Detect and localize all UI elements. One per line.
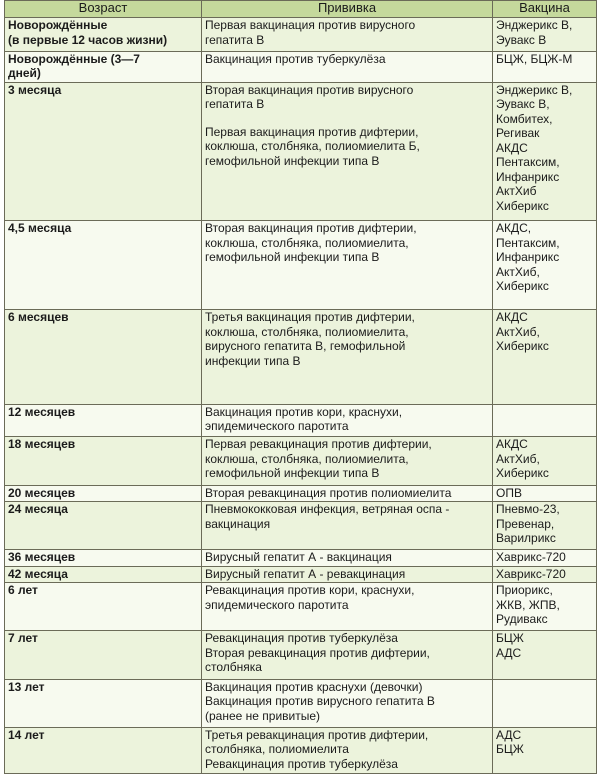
header-vaccine: Вакцина (493, 1, 597, 18)
cell-line: Вакцинация против краснухи (девочки) (205, 679, 423, 694)
cell-line: Превенар, (496, 516, 555, 531)
cell-line: 36 месяцев (8, 550, 76, 565)
cell-line: Вирусный гепатит А - ревакцинация (205, 566, 406, 581)
vaccination-cell (202, 566, 493, 582)
cell-line: Хаврикс-720 (496, 550, 566, 565)
cell-line: Приорикс, (496, 583, 553, 598)
cell-line: Вторая вакцинация против вирусного (205, 82, 414, 97)
cell-line: Первая вакцинация против дифтерии, (205, 124, 419, 139)
vaccination-cell (202, 679, 493, 727)
cell-line: гемофильной инфекции типа В (205, 250, 380, 265)
cell-line: Эувакс В, (496, 97, 550, 112)
table-row (5, 437, 597, 485)
cell-line: Вторая ревакцинация против полиомиелита (205, 485, 452, 500)
cell-line: Третья вакцинация против дифтерии, (205, 310, 415, 325)
cell-line: БЦЖ (496, 742, 524, 757)
cell-line: АктХиб, (496, 264, 540, 279)
vaccination-cell (202, 583, 493, 631)
table-row (5, 679, 597, 727)
header-vaccination: Прививка (202, 1, 493, 18)
cell-line: АктХиб (496, 184, 537, 199)
vaccine-cell (493, 221, 597, 310)
vaccination-cell (202, 51, 493, 82)
vaccine-cell (493, 566, 597, 582)
vaccine-cell (493, 310, 597, 404)
cell-line: (в первые 12 часов жизни) (8, 32, 168, 47)
cell-line: Эувакс В (496, 32, 547, 47)
cell-line: БЦЖ (496, 631, 524, 646)
cell-line: столбняка, полиомиелита (205, 742, 349, 757)
age-cell (5, 502, 202, 550)
cell-line: Хиберикс (496, 339, 549, 354)
vaccine-cell (493, 82, 597, 220)
cell-line: Первая вакцинация против вирусного (205, 18, 416, 32)
age-cell (5, 82, 202, 220)
cell-line: Вторая вакцинация против дифтерии, (205, 221, 417, 236)
age-cell (5, 310, 202, 404)
table-row (5, 631, 597, 679)
cell-line: ОПВ (496, 485, 522, 500)
vaccination-cell (202, 221, 493, 310)
cell-line: коклюша, столбняка, полиомиелита, (205, 451, 409, 466)
cell-line: Ревакцинация против туберкулёза (205, 631, 398, 646)
cell-line: 3 месяца (8, 82, 62, 97)
cell-line: АктХиб, (496, 324, 540, 339)
cell-line: эпидемического паротита (205, 597, 349, 612)
header-age: Возраст (5, 1, 202, 18)
cell-line: АКДС (496, 437, 528, 452)
table-row (5, 18, 597, 52)
vaccination-cell (202, 550, 493, 566)
vaccine-cell (493, 404, 597, 437)
cell-line: Хиберикс (496, 466, 549, 481)
cell-line: Пентаксим, (496, 155, 560, 170)
cell-line: 24 месяца (8, 502, 68, 517)
cell-line: АКДС (496, 310, 528, 325)
vaccine-cell (493, 583, 597, 631)
vaccination-schedule-table (4, 0, 597, 774)
cell-line: Инфанрикс (496, 169, 560, 184)
cell-line: Рудивакс (496, 612, 548, 627)
cell-line: Энджерикс В, (496, 18, 573, 32)
cell-line: (ранее не привитые) (205, 708, 321, 723)
age-cell (5, 51, 202, 82)
cell-line: Вакцинация против туберкулёза (205, 51, 386, 66)
cell-line: БЦЖ, БЦЖ-М (496, 51, 573, 66)
cell-line: Пневмококковая инфекция, ветряная оспа - (205, 502, 450, 517)
cell-line: 42 месяца (8, 566, 68, 581)
age-cell (5, 583, 202, 631)
cell-line: Новорождённые (3—7 (8, 51, 140, 66)
cell-line: Инфанрикс (496, 250, 560, 265)
vaccination-cell (202, 82, 493, 220)
cell-line: 6 месяцев (8, 310, 69, 325)
cell-line: эпидемического паротита (205, 419, 349, 434)
cell-line: Пневмо-23, (496, 502, 560, 517)
cell-line: 13 лет (8, 679, 45, 694)
cell-line: АКДС, (496, 221, 532, 236)
vaccination-cell (202, 631, 493, 679)
vaccination-cell (202, 310, 493, 404)
cell-line: коклюша, столбняка, полиомиелита Б, (205, 139, 420, 154)
cell-line: Вакцинация против вирусного гепатита В (205, 694, 435, 709)
header-row (5, 1, 597, 18)
cell-line: Регивак (496, 126, 540, 141)
table-row (5, 566, 597, 582)
table-row (5, 583, 597, 631)
cell-line: Первая ревакцинация против дифтерии, (205, 437, 432, 452)
vaccine-cell (493, 631, 597, 679)
cell-line: 14 лет (8, 727, 45, 742)
vaccine-cell (493, 485, 597, 501)
cell-line: Вакцинация против кори, краснухи, (205, 404, 403, 419)
cell-line: 4,5 месяца (8, 221, 72, 236)
table-row (5, 727, 597, 773)
vaccine-cell (493, 679, 597, 727)
cell-line: ЖКВ, ЖПВ, (496, 597, 560, 612)
cell-line: столбняка (205, 660, 262, 675)
vaccination-cell (202, 727, 493, 773)
age-cell (5, 18, 202, 52)
cell-line: АКДС (496, 140, 528, 155)
vaccination-cell (202, 502, 493, 550)
cell-line: гепатита В (205, 97, 265, 112)
cell-line: 20 месяцев (8, 485, 76, 500)
cell-line: 6 лет (8, 583, 38, 598)
age-cell (5, 404, 202, 437)
cell-line: Третья ревакцинация против дифтерии, (205, 727, 429, 742)
table-row (5, 310, 597, 404)
table-row (5, 404, 597, 437)
table-row (5, 485, 597, 501)
cell-line: АктХиб, (496, 451, 540, 466)
cell-line: Вторая ревакцинация против дифтерии, (205, 645, 430, 660)
age-cell (5, 679, 202, 727)
vaccine-cell (493, 727, 597, 773)
age-cell (5, 631, 202, 679)
age-cell (5, 727, 202, 773)
cell-line: вакцинация (205, 516, 271, 531)
table-row (5, 82, 597, 220)
vaccination-cell (202, 437, 493, 485)
cell-line: Пентаксим, (496, 235, 560, 250)
cell-line: гемофильной инфекции типа В (205, 153, 380, 168)
cell-line: 18 месяцев (8, 437, 76, 452)
vaccination-cell (202, 485, 493, 501)
vaccine-cell (493, 51, 597, 82)
cell-line: Ревакцинация против кори, краснухи, (205, 583, 415, 598)
cell-line: Энджерикс В, (496, 82, 573, 97)
table-row (5, 221, 597, 310)
cell-line: 12 месяцев (8, 404, 76, 419)
cell-line: Вирусный гепатит А - вакцинация (205, 550, 392, 565)
cell-line: 7 лет (8, 631, 38, 646)
age-cell (5, 437, 202, 485)
table-row (5, 51, 597, 82)
cell-line: коклюша, столбняка, полиомиелита, (205, 324, 409, 339)
cell-line: дней) (8, 66, 41, 81)
cell-line: гепатита В (205, 32, 265, 47)
vaccine-cell (493, 437, 597, 485)
cell-line (205, 112, 489, 125)
cell-line: Хаврикс-720 (496, 566, 566, 581)
age-cell (5, 485, 202, 501)
vaccination-cell (202, 18, 493, 52)
table-row (5, 502, 597, 550)
cell-line: Новорождённые (8, 18, 108, 32)
vaccination-cell (202, 404, 493, 437)
cell-line: Хиберикс (496, 198, 549, 213)
age-cell (5, 221, 202, 310)
cell-line: гемофильной инфекции типа В (205, 466, 380, 481)
cell-line: Хиберикс (496, 279, 549, 294)
cell-line: АДС (496, 727, 522, 742)
cell-line: АДС (496, 645, 522, 660)
cell-line: Варилрикс (496, 531, 556, 546)
age-cell (5, 550, 202, 566)
cell-line: вирусного гепатита В, гемофильной (205, 339, 406, 354)
cell-line: Комбитех, (496, 111, 553, 126)
vaccine-cell (493, 18, 597, 52)
age-cell (5, 566, 202, 582)
vaccine-cell (493, 550, 597, 566)
cell-line: коклюша, столбняка, полиомиелита, (205, 235, 409, 250)
vaccine-cell (493, 502, 597, 550)
cell-line: инфекции типа В (205, 353, 301, 368)
cell-line: Ревакцинация против туберкулёза (205, 756, 398, 771)
table-row (5, 550, 597, 566)
